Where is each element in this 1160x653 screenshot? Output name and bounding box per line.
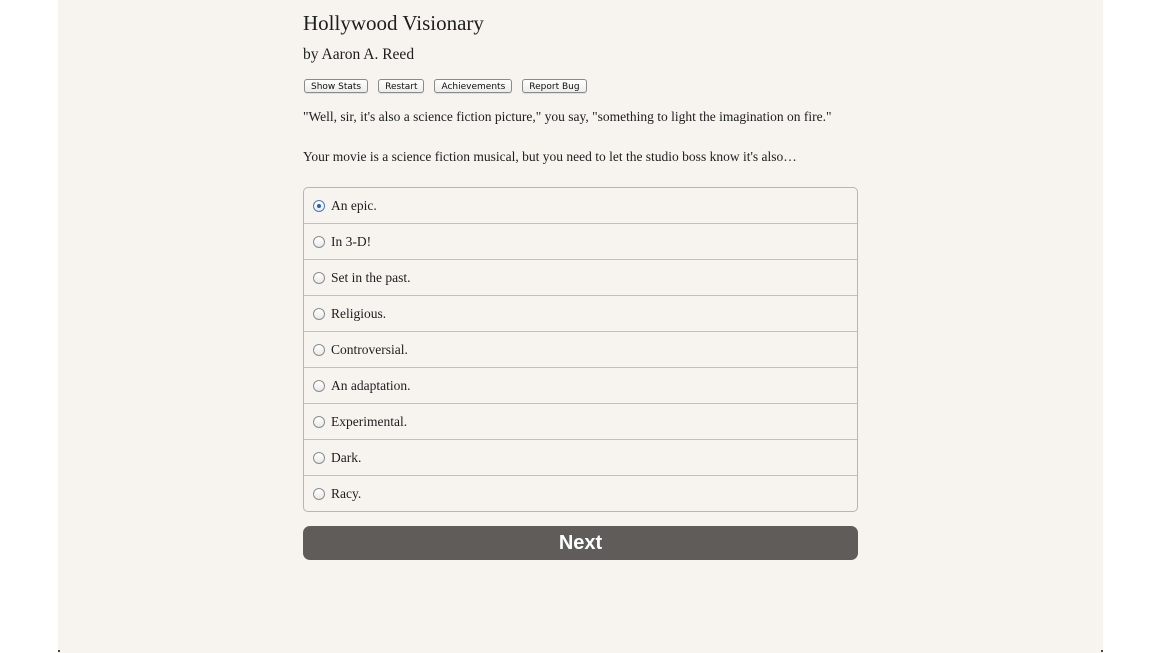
- story-narration: "Well, sir, it's also a science fiction picture," you say, "something to light the imagination on fire.": [303, 109, 832, 124]
- radio-button[interactable]: [313, 344, 325, 356]
- radio-button[interactable]: [313, 488, 325, 500]
- game-page: [58, 0, 1103, 653]
- choice-label: Racy.: [331, 485, 362, 501]
- choice-label: Religious.: [331, 305, 387, 321]
- game-title: Hollywood Visionary: [303, 11, 484, 35]
- choice-option[interactable]: [304, 439, 857, 475]
- choice-label: Experimental.: [331, 413, 408, 429]
- choice-option[interactable]: [304, 403, 857, 439]
- radio-button[interactable]: [313, 380, 325, 392]
- choice-option[interactable]: [304, 331, 857, 367]
- choice-option[interactable]: [304, 188, 857, 223]
- choice-label: Controversial.: [331, 341, 408, 357]
- window-corner-mark: [1101, 650, 1103, 652]
- choice-option[interactable]: [304, 475, 857, 511]
- radio-button[interactable]: [313, 236, 325, 248]
- radio-button[interactable]: [313, 272, 325, 284]
- report-bug-button[interactable]: Report Bug: [522, 79, 586, 93]
- radio-button[interactable]: [313, 452, 325, 464]
- toolbar: [304, 79, 587, 93]
- choice-label: An adaptation.: [331, 377, 411, 393]
- choice-option[interactable]: [304, 295, 857, 331]
- choice-option[interactable]: [304, 223, 857, 259]
- choice-option[interactable]: [304, 259, 857, 295]
- window-corner-mark: [58, 650, 60, 652]
- show-stats-button[interactable]: Show Stats: [304, 79, 368, 93]
- radio-button[interactable]: [313, 416, 325, 428]
- choice-list: [303, 187, 858, 512]
- choice-label: Set in the past.: [331, 269, 411, 285]
- choice-label: In 3-D!: [331, 233, 372, 249]
- next-button[interactable]: Next: [303, 526, 858, 560]
- game-author: by Aaron A. Reed: [303, 46, 415, 63]
- choice-label: An epic.: [331, 197, 377, 213]
- achievements-button[interactable]: Achievements: [434, 79, 512, 93]
- story-prompt: Your movie is a science fiction musical, but you need to let the studio boss know it's also…: [303, 149, 797, 164]
- choice-option[interactable]: [304, 367, 857, 403]
- restart-button[interactable]: Restart: [378, 79, 424, 93]
- choice-label: Dark.: [331, 449, 362, 465]
- radio-button[interactable]: [313, 308, 325, 320]
- radio-button[interactable]: [313, 200, 325, 212]
